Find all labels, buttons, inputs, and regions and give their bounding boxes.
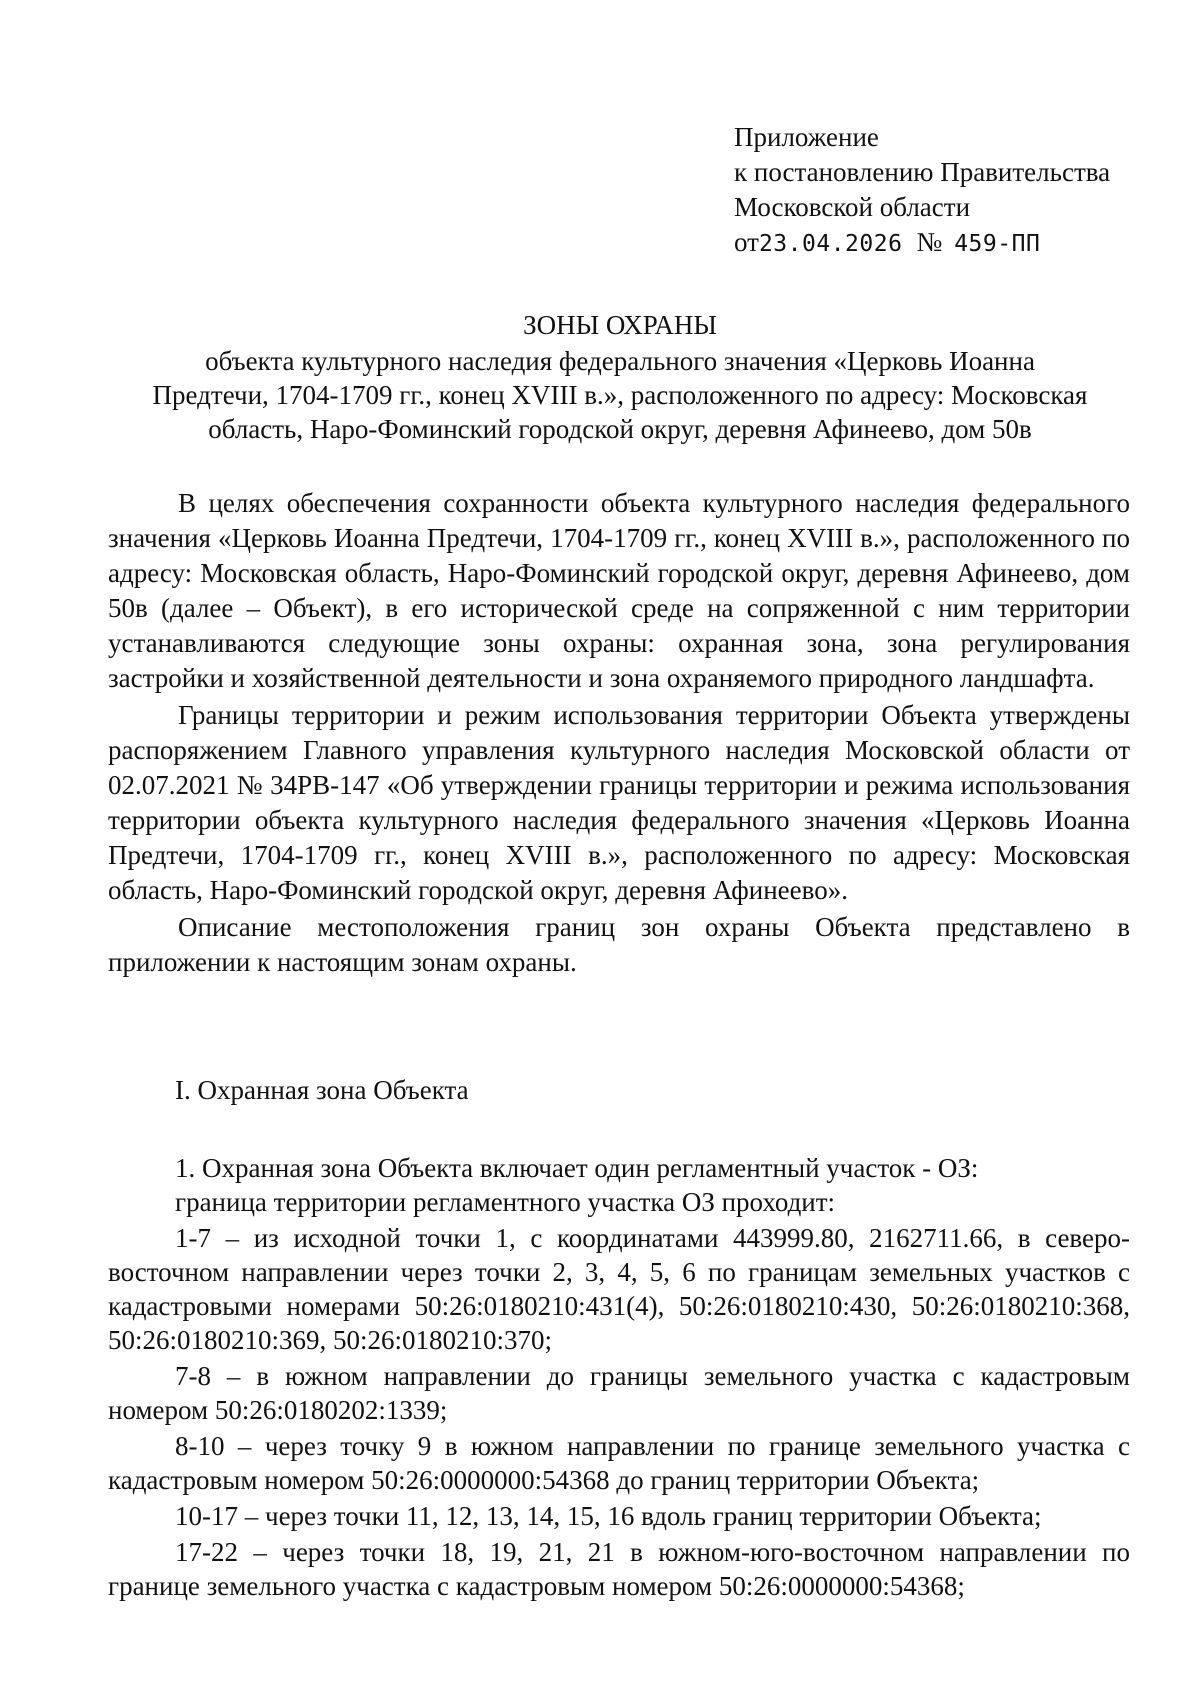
section-content [108,1151,1130,1603]
decree-number: 459-ПП [954,231,1041,257]
document-title [100,308,1140,446]
segment-17-22: 17-22 – через точки 18, 19, 21, 21 в южном-юго-восточном направлении по границе земельного участка с кадастровым номером 50:26:0000000:54368; [108,1537,1130,1601]
title-main: ЗОНЫ ОХРАНЫ [523,310,717,340]
title-line-3: область, Наро-Фоминский городской округ, деревня Афинеево, дом 50в [208,414,1032,444]
boundary-intro: граница территории регламентного участка ОЗ проходит: [175,1187,836,1217]
item-1: 1. Охранная зона Объекта включает один регламентный участок - ОЗ: [175,1153,979,1183]
title-line-2: Предтечи, 1704-1709 гг., конец XVIII в.», расположенного по адресу: Московская [152,380,1088,410]
segment-7-8: 7-8 – в южном направлении до границы земельного участка с кадастровым номером 50:26:0180202:1339; [108,1361,1130,1425]
segment-10-17: 10-17 – через точки 11, 12, 13, 14, 15, 16 вдоль границ территории Объекта; [175,1501,1042,1531]
appendix-header [734,120,1174,262]
appendix-date-line [734,225,1174,262]
document-body [108,486,1130,980]
paragraph-description: Описание местоположения границ зон охраны Объекта представлено в приложении к настоящим зонам охраны. [108,912,1130,977]
segment-8-10: 8-10 – через точку 9 в южном направлении по границе земельного участка с кадастровым номером 50:26:0000000:54368 до границ территории Объекта; [108,1431,1130,1495]
segment-1-7: 1-7 – из исходной точки 1, с координатами 443999.80, 2162711.66, в северо-восточном направлении через точки 2, 3, 4, 5, 6 по границам земельных участков с кадастровыми номерами 50:26:0180210:431(4), 50:26:0180210:430, 50:26:0180210:368, 50:26:0180210:369, 50:26:0180210:370; [108,1223,1130,1355]
section-heading: I. Охранная зона Объекта [175,1075,469,1105]
appendix-line-1: Приложение [734,122,879,152]
appendix-line-3: Московской области [734,192,971,222]
appendix-line-2: к постановлению Правительства [734,157,1111,187]
paragraph-purpose: В целях обеспечения сохранности объекта культурного наследия федерального значения «Церковь Иоанна Предтечи, 1704-1709 гг., конец XVIII в.», расположенного по адресу: Московская область, Наро-Фоминский городской округ, деревня Афинеево, дом 50в (далее – Объект), в его исторической среде на сопряженной с ним территории устанавливаются следующие зоны охраны: охранная зона, зона регулирования застройки и хозяйственной деятельности и зона охраняемого природного ландшафта. [108,488,1130,693]
date-prefix: от [734,227,759,257]
paragraph-boundaries: Границы территории и режим использования территории Объекта утверждены распоряжением Главного управления культурного наследия Московской области от 02.07.2021 № 34РВ-147 «Об утверждении границы территории и режима использования территории объекта культурного наследия федерального значения «Церковь Иоанна Предтечи, 1704-1709 гг., конец XVIII в.», расположенного по адресу: Московская область, Наро-Фоминский городской округ, деревня Афинеево». [108,700,1130,905]
decree-date: 23.04.2026 [758,231,903,257]
title-line-1: объекта культурного наследия федерального значения «Церковь Иоанна [205,346,1035,376]
number-sign: № [916,227,943,257]
